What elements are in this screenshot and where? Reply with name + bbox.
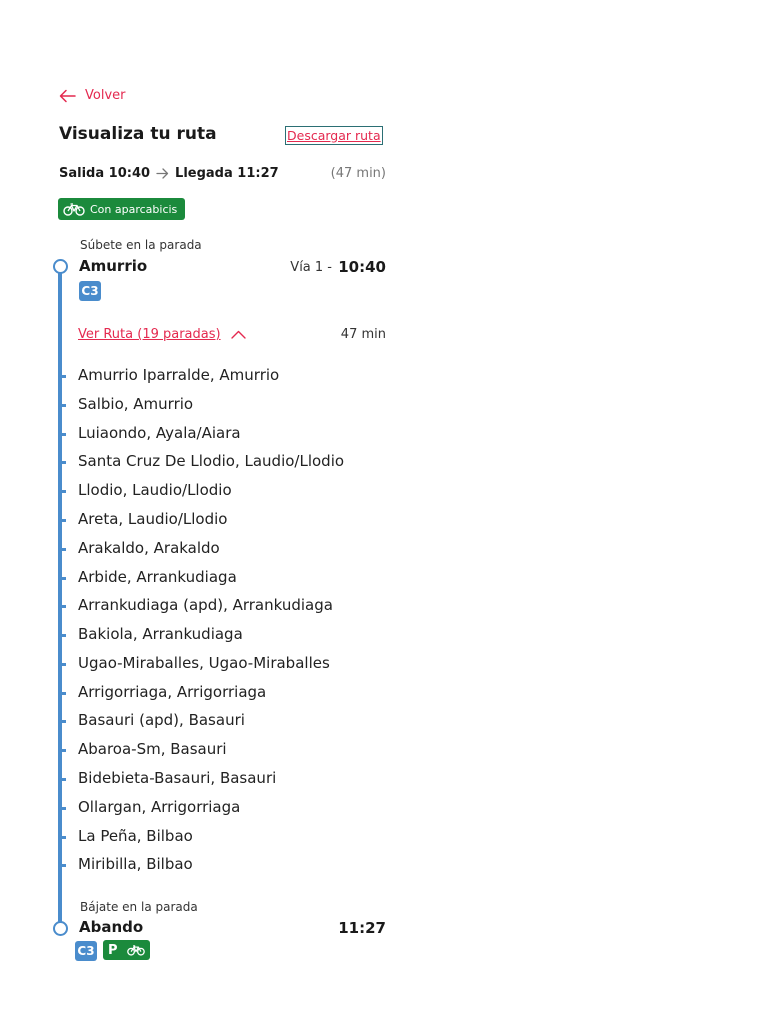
intermediate-stop: Ugao-Miraballes, Ugao-Miraballes <box>78 654 330 672</box>
intermediate-stop: Ollargan, Arrigorriaga <box>78 798 241 816</box>
bike-parking-badge <box>58 198 185 220</box>
stop-tick <box>61 461 66 464</box>
arrow-left-icon <box>59 89 76 103</box>
intermediate-stop: La Peña, Bilbao <box>78 827 193 845</box>
intermediate-stop: Areta, Laudio/Llodio <box>78 510 228 528</box>
chevron-up-icon <box>231 330 246 339</box>
destination-arrival-time: 11:27 <box>338 919 386 937</box>
board-label: Súbete en la parada <box>80 238 202 252</box>
intermediate-stop: Luiaondo, Ayala/Aiara <box>78 424 241 442</box>
page-title: Visualiza tu ruta <box>59 124 217 144</box>
intermediate-stop: Arbide, Arrankudiaga <box>78 568 237 586</box>
stop-tick <box>61 490 66 493</box>
origin-platform: Vía 1 - <box>290 260 332 275</box>
bicycle-icon <box>127 944 145 956</box>
intermediate-stop: Arrigorriaga, Arrigorriaga <box>78 683 267 701</box>
stop-tick <box>61 720 66 723</box>
parking-icon: P <box>108 942 118 958</box>
back-button[interactable] <box>59 88 126 103</box>
bike-parking-label: Con aparcabicis <box>90 202 178 216</box>
intermediate-stop: Santa Cruz De Llodio, Laudio/Llodio <box>78 452 345 470</box>
stop-tick <box>61 836 66 839</box>
intermediate-stop: Arakaldo, Arakaldo <box>78 539 220 557</box>
stop-tick <box>61 375 66 378</box>
intermediate-stop: Salbio, Amurrio <box>78 395 194 413</box>
intermediate-stop: Amurrio Iparralde, Amurrio <box>78 366 280 384</box>
intermediate-stop: Arrankudiaga (apd), Arrankudiaga <box>78 596 333 614</box>
stop-tick <box>61 577 66 580</box>
origin-departure-time: 10:40 <box>338 258 386 276</box>
parking-badge <box>103 940 150 960</box>
bicycle-icon <box>63 202 85 216</box>
intermediate-stop: Abaroa-Sm, Basauri <box>78 740 227 758</box>
intermediate-stop: Miribilla, Bilbao <box>78 855 193 873</box>
arrow-right-icon <box>156 168 169 179</box>
intermediate-stop: Bakiola, Arrankudiaga <box>78 625 243 643</box>
stop-tick <box>61 778 66 781</box>
intermediate-stop: Llodio, Laudio/Llodio <box>78 481 232 499</box>
destination-stop-marker <box>53 921 68 936</box>
toggle-route-stops[interactable] <box>78 327 246 342</box>
destination-stop-name: Abando <box>79 918 144 936</box>
stop-tick <box>61 749 66 752</box>
stop-tick <box>61 692 66 695</box>
line-badge-c3: C3 <box>79 281 101 301</box>
stop-tick <box>61 634 66 637</box>
route-duration: 47 min <box>340 327 386 342</box>
line-badge-c3: C3 <box>75 941 97 961</box>
departure-time: Salida 10:40 <box>59 166 151 181</box>
stop-tick <box>61 605 66 608</box>
trip-times <box>59 166 279 181</box>
arrival-time: Llegada 11:27 <box>175 166 279 181</box>
trip-duration: (47 min) <box>330 166 386 181</box>
stop-tick <box>61 404 66 407</box>
stop-tick <box>61 433 66 436</box>
stop-tick <box>61 864 66 867</box>
origin-stop-name: Amurrio <box>79 257 148 275</box>
stop-tick <box>61 548 66 551</box>
origin-stop-marker <box>53 259 68 274</box>
download-route-link[interactable]: Descargar ruta <box>287 128 381 143</box>
intermediate-stop: Bidebieta-Basauri, Basauri <box>78 769 277 787</box>
intermediate-stop: Basauri (apd), Basauri <box>78 711 245 729</box>
stop-tick <box>61 807 66 810</box>
alight-label: Bájate en la parada <box>80 900 198 914</box>
back-label: Volver <box>85 88 126 103</box>
stop-tick <box>61 519 66 522</box>
toggle-route-label: Ver Ruta (19 paradas) <box>78 327 221 342</box>
route-line <box>58 265 62 928</box>
stop-tick <box>61 663 66 666</box>
